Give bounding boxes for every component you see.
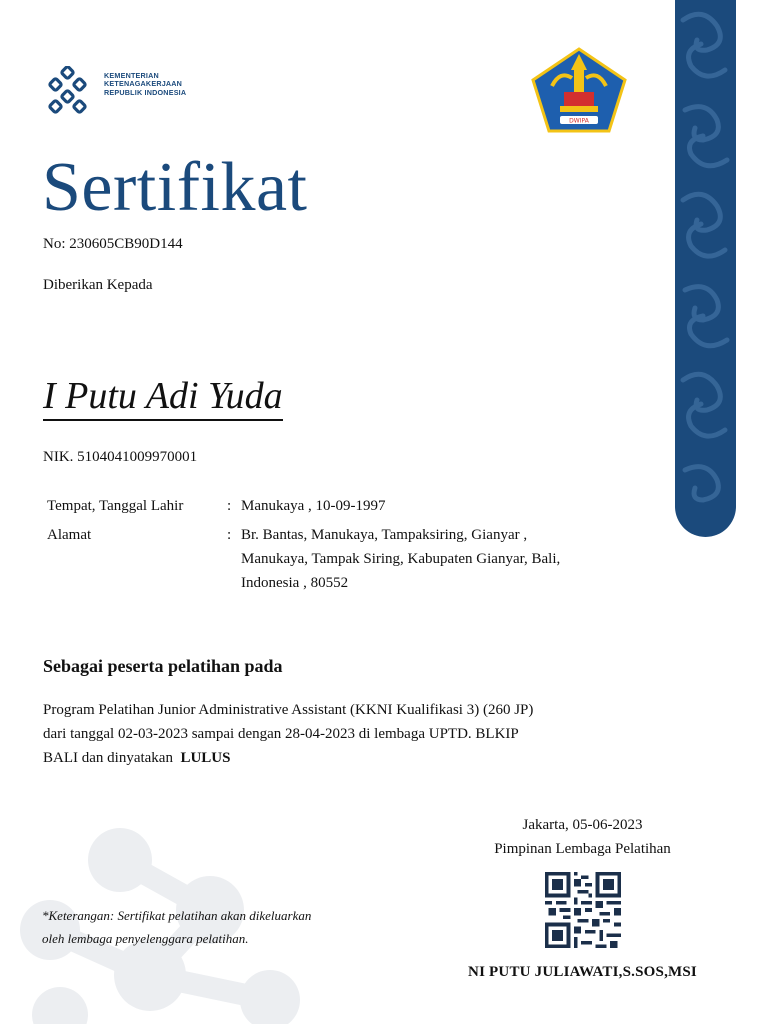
birth-value: Manukaya , 10-09-1997 (241, 498, 386, 514)
training-line-2: dari tanggal 02-03-2023 sampai dengan 28-04-2023 di lembaga UPTD. BLKIP (43, 726, 519, 742)
recipient-name: I Putu Adi Yuda (43, 375, 283, 421)
decorative-band (675, 0, 736, 537)
colon-separator: : (227, 527, 232, 543)
signature-place-date: Jakarta, 05-06-2023 (522, 817, 643, 833)
crest-motto: DWIPA (569, 117, 589, 125)
address-line-3: Indonesia , 80552 (241, 575, 349, 591)
footnote-line-1: *Keterangan: Sertifikat pelatihan akan dikeluarkan (42, 908, 312, 923)
training-line-3 (43, 746, 633, 770)
ministry-line-2: KETENAGAKERJAAN (104, 79, 183, 89)
training-heading: Sebagai peserta pelatihan pada (43, 656, 283, 676)
colon-separator: : (227, 498, 232, 514)
birth-label: Tempat, Tanggal Lahir (47, 498, 184, 514)
signature-role: Pimpinan Lembaga Pelatihan (494, 841, 671, 857)
address-value (241, 523, 560, 595)
address-row (47, 523, 560, 595)
footnote-line-2: oleh lembaga penyelenggara pelatihan. (42, 931, 249, 946)
nik-number: NIK. 5104041009970001 (43, 449, 198, 465)
ministry-logo-text (104, 72, 186, 97)
birth-row (47, 496, 386, 516)
training-description (43, 698, 633, 770)
training-line-3-prefix: BALI dan dinyatakan (43, 750, 173, 766)
address-line-2: Manukaya, Tampak Siring, Kabupaten Gianyar, Bali, (241, 551, 561, 567)
ministry-logo-icon (46, 66, 96, 114)
footnote (42, 904, 402, 950)
training-line-1: Program Pelatihan Junior Administrative Assistant (KKNI Kualifikasi 3) (260 JP) (43, 702, 534, 718)
ornament-pattern-icon (675, 0, 736, 537)
signer-name: NI PUTU JULIAWATI,S.SOS,MSI (468, 964, 697, 980)
training-result: LULUS (180, 750, 231, 766)
address-line-1: Br. Bantas, Manukaya, Tampaksiring, Gianyar , (241, 527, 528, 543)
qr-code-icon (545, 872, 621, 948)
address-label: Alamat (47, 527, 92, 543)
province-crest-icon (530, 46, 628, 134)
certificate-number: No: 230605CB90D144 (43, 236, 183, 252)
ministry-line-1: KEMENTERIAN (104, 71, 159, 80)
given-to-label: Diberikan Kepada (43, 277, 153, 293)
ministry-line-3: REPUBLIK INDONESIA (104, 87, 187, 97)
certificate-title: Sertifikat (42, 149, 308, 226)
